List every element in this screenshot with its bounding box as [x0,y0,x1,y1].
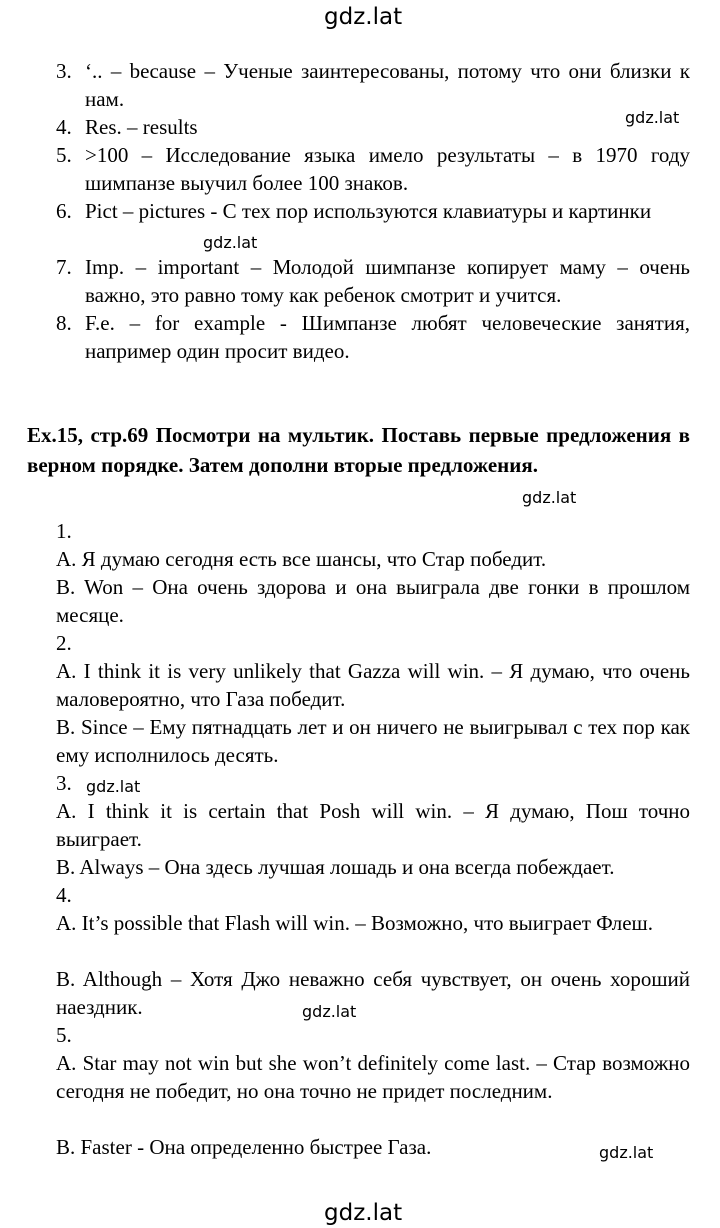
sentence-b: B. Won – Она очень здорова и она выиграла две гонки в прошлом месяце. [56,575,690,627]
list-item-number: 8. [56,311,72,335]
watermark-top: gdz.lat [324,4,403,30]
list-item-text: ‘.. – because – Ученые заинтересованы, потому что они близки к нам. [85,59,690,111]
list-item-number: 4. [56,115,72,139]
sentence-b: B. Since – Ему пятнадцать лет и он ничего не выигрывал с тех пор как ему исполнилось десять. [56,715,690,767]
list-item-text: Pict – pictures - С тех пор используются клавиатуры и картинки [85,199,652,223]
list-item [56,197,690,253]
list-item-number: 6. [56,199,72,223]
watermark-inline: gdz.lat [86,777,141,796]
list-item-number: 7. [56,255,72,279]
watermark-inline: gdz.lat [599,1143,654,1162]
list-item [56,57,690,113]
list-item [56,253,690,309]
list-item [56,113,690,141]
list-item-text: F.e. – for example - Шимпанзе любят человеческие занятия, например один просит видео. [85,311,690,363]
sentence-b: B. Always – Она здесь лучшая лошадь и она всегда побеждает. [56,855,615,879]
list-item-text: Res. – results [85,115,198,139]
list-item-text: >100 – Исследование языка имело результаты – в 1970 году шимпанзе выучил более 100 знаков. [85,143,690,195]
exercise-heading: Ex.15, стр.69 Посмотри на мультик. Поставь первые предложения в верном порядке. Затем дополни вторые предложения. [27,423,690,477]
group-number: 5. [56,1023,72,1047]
watermark-inline: gdz.lat [203,233,258,252]
list-item-text: Imp. – important – Молодой шимпанзе копирует маму – очень важно, это равно тому как ребенок смотрит и учится. [85,255,690,307]
group-number: 4. [56,883,72,907]
list-item [56,309,690,365]
list-item [56,141,690,197]
watermark-inline: gdz.lat [302,1002,357,1021]
sentence-b: B. Although – Хотя Джо неважно себя чувствует, он очень хороший наездник. [56,967,690,1019]
list-item-number: 3. [56,59,72,83]
watermark-inline: gdz.lat [522,488,577,507]
group-number: 2. [56,631,72,655]
sentence-a: A. It’s possible that Flash will win. – Возможно, что выиграет Флеш. [56,911,653,935]
list-item-number: 5. [56,143,72,167]
group-number: 1. [56,519,72,543]
watermark-inline: gdz.lat [625,108,680,127]
sentence-a: A. Я думаю сегодня есть все шансы, что Стар победит. [56,547,547,571]
sentence-a: A. I think it is very unlikely that Gazza will win. – Я думаю, что очень маловероятно, что Газа победит. [56,659,690,711]
watermark-bottom: gdz.lat [324,1200,403,1226]
group-number: 3. [56,771,72,795]
sentence-a: A. Star may not win but she won’t definitely come last. – Стар возможно сегодня не победит, но она точно не придет последним. [56,1051,690,1103]
sentence-b: B. Faster - Она определенно быстрее Газа. [56,1135,432,1159]
sentence-a: A. I think it is certain that Posh will win. – Я думаю, Пош точно выиграет. [56,799,690,851]
